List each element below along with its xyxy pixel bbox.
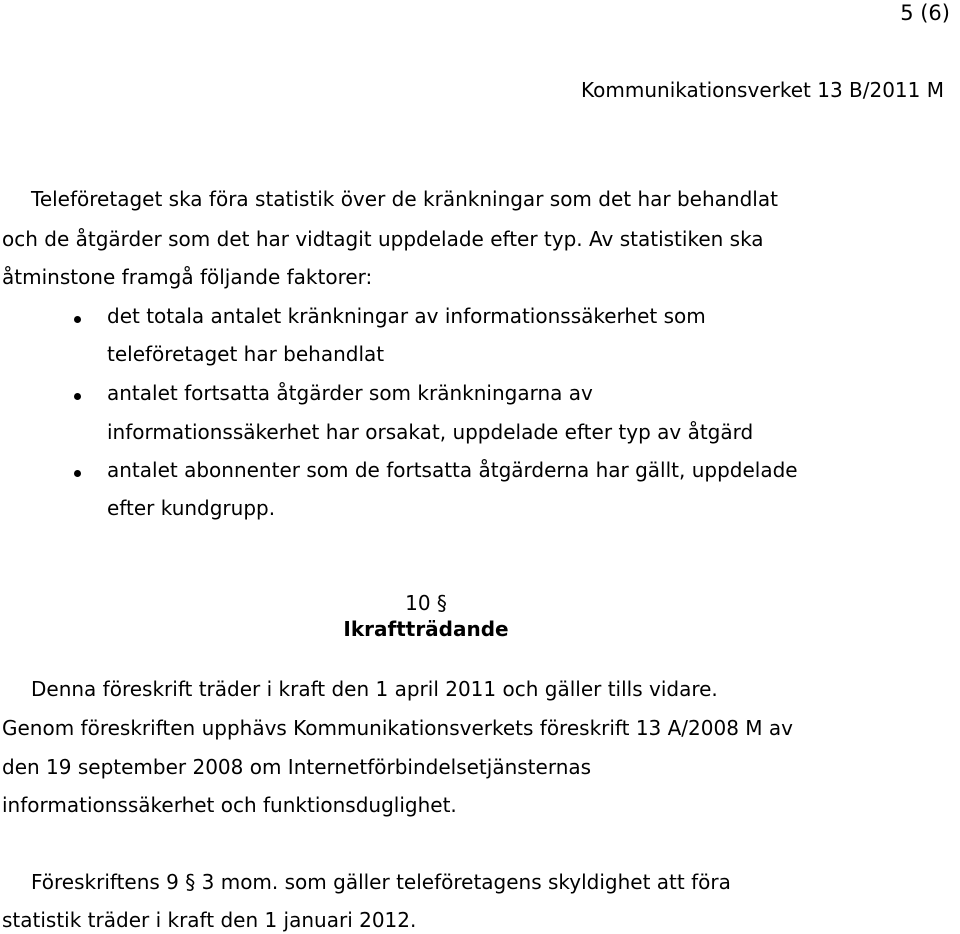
text-line: informationssäkerhet har orsakat, uppdelade efter typ av åtgärd xyxy=(107,420,754,444)
document-reference: Kommunikationsverket 13 B/2011 M xyxy=(581,78,944,102)
text-line: statistik träder i kraft den 1 januari 2012. xyxy=(2,908,417,932)
section-title: Ikraftträdande xyxy=(343,617,509,641)
text-line: Genom föreskriften upphävs Kommunikationsverkets föreskrift 13 A/2008 M av xyxy=(2,716,794,740)
text-line: och de åtgärder som det har vidtagit uppdelade efter typ. Av statistiken ska xyxy=(2,227,764,251)
text-line: åtminstone framgå följande faktorer: xyxy=(2,265,373,289)
text-line: efter kundgrupp. xyxy=(107,496,276,520)
text-line: teleföretaget har behandlat xyxy=(107,342,385,366)
text-line: Teleföretaget ska föra statistik över de kränkningar som det har behandlat xyxy=(31,187,778,211)
text-line: det totala antalet kränkningar av informationssäkerhet som xyxy=(107,304,706,328)
text-line: antalet abonnenter som de fortsatta åtgärderna har gällt, uppdelade xyxy=(107,458,798,482)
text-line: informationssäkerhet och funktionsduglighet. xyxy=(2,793,457,817)
text-line: Denna föreskrift träder i kraft den 1 april 2011 och gäller tills vidare. xyxy=(31,677,718,701)
bullet-icon xyxy=(74,470,81,477)
bullet-icon xyxy=(74,316,81,323)
section-number: 10 § xyxy=(405,591,447,615)
text-line: antalet fortsatta åtgärder som kränkningarna av xyxy=(107,381,593,405)
bullet-icon xyxy=(74,393,81,400)
text-line: Föreskriftens 9 § 3 mom. som gäller teleföretagens skyldighet att föra xyxy=(31,870,731,894)
text-line: den 19 september 2008 om Internetförbindelsetjänsternas xyxy=(2,755,592,779)
page-number: 5 (6) xyxy=(900,1,950,25)
